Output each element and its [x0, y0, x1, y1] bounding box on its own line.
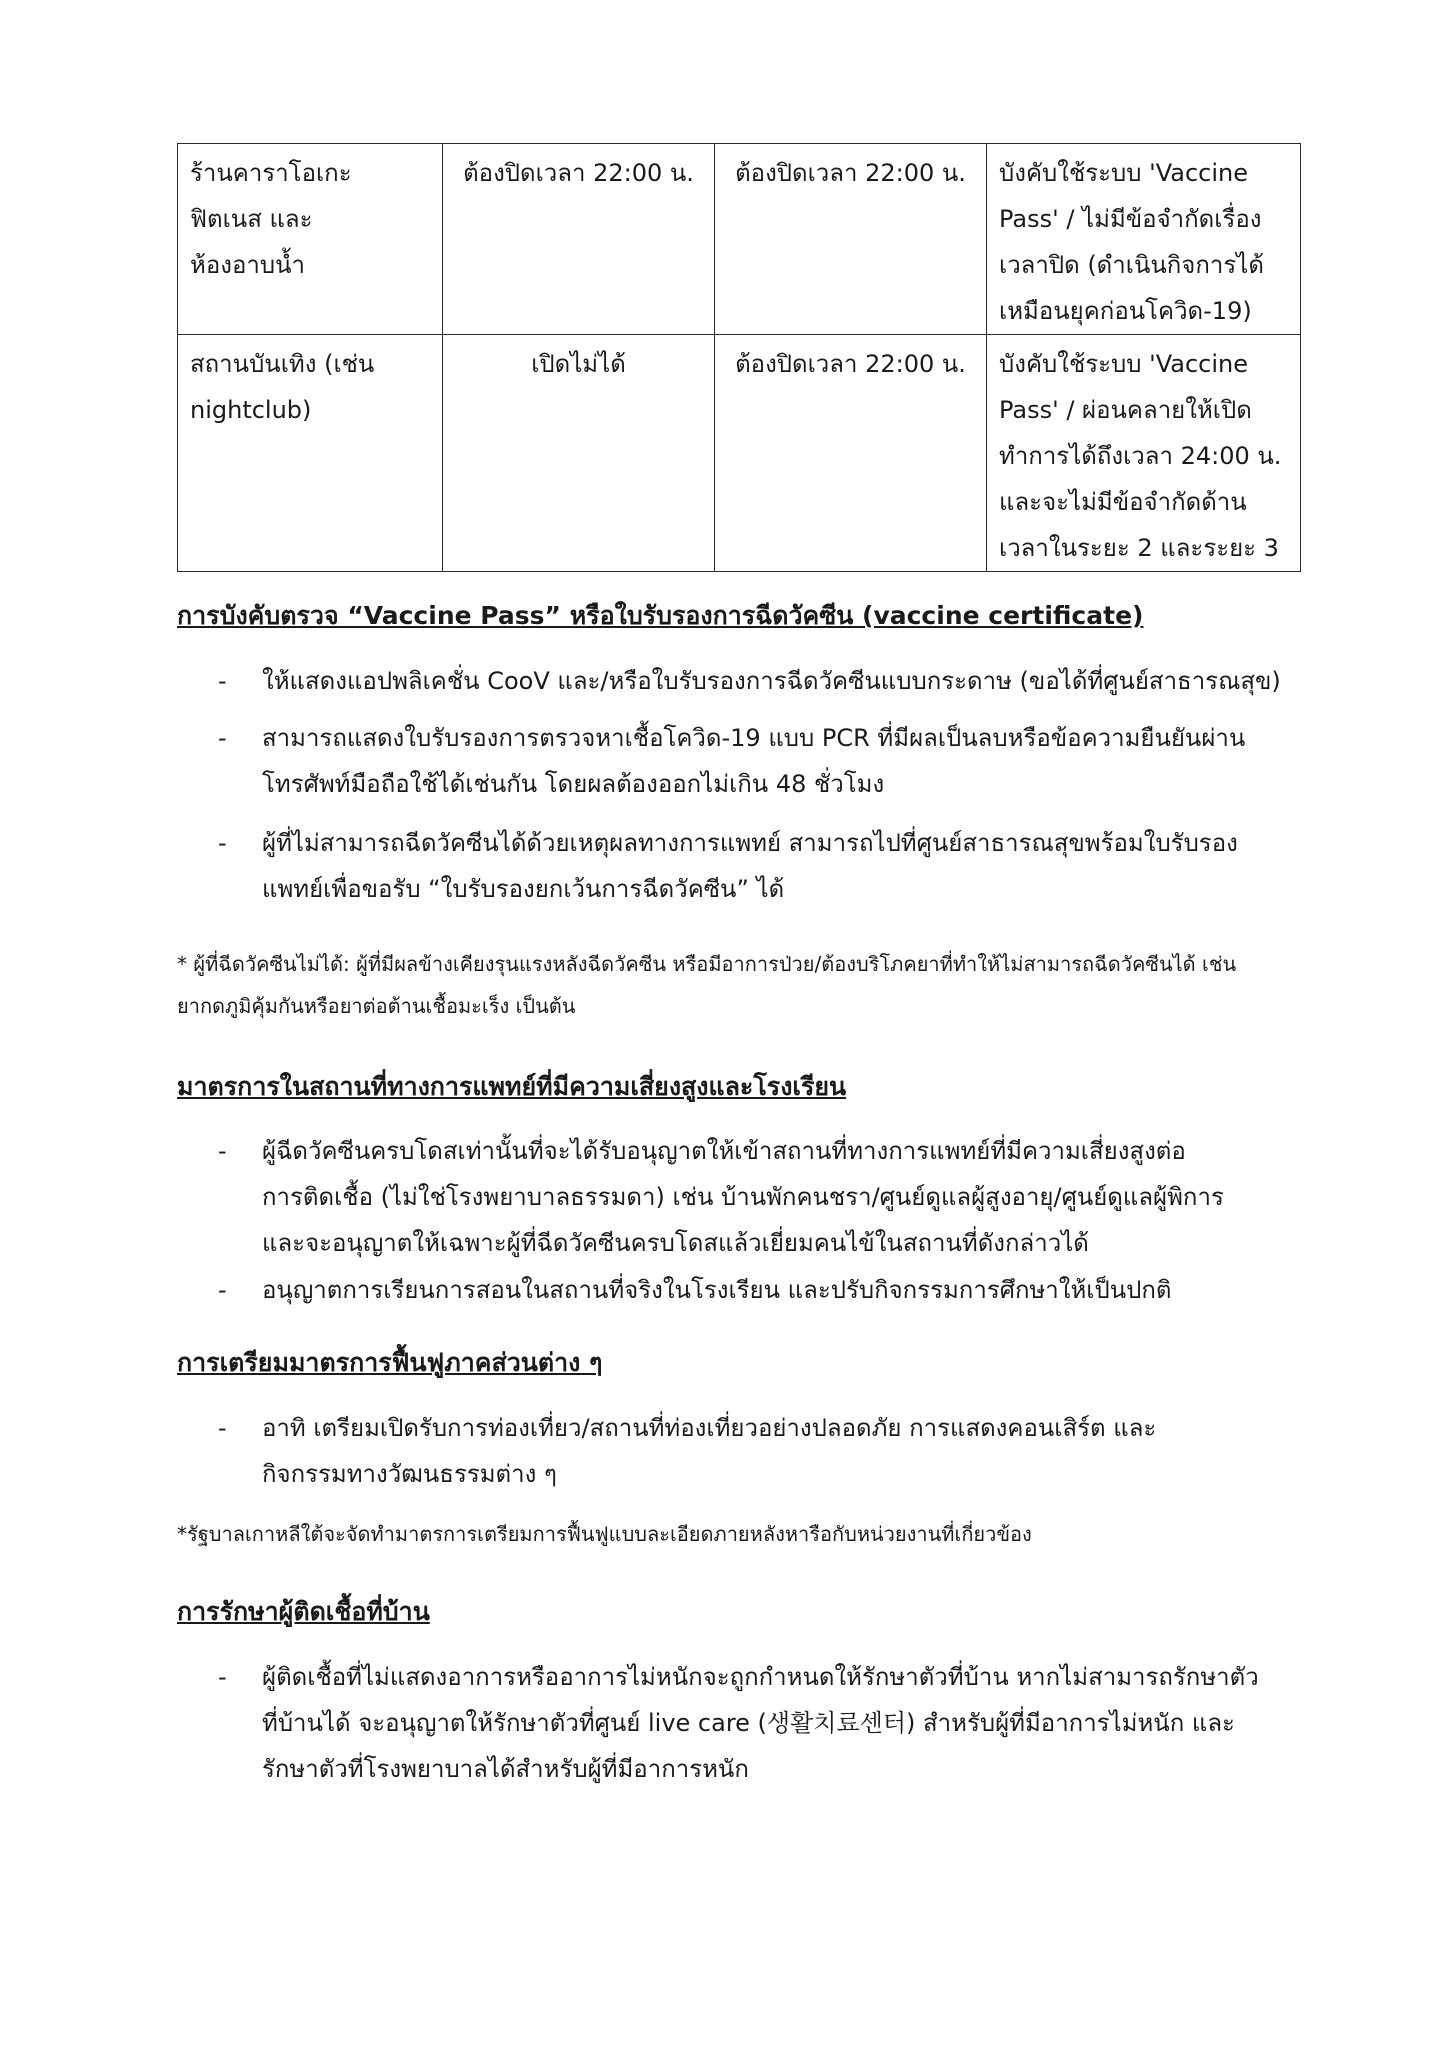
bullet-line: ให้แสดงแอปพลิเคชั่น CooV และ/หรือใบรับรองการฉีดวัคซีนแบบกระดาษ (ขอได้ที่ศูนย์สาธารณสุข) [262, 667, 1281, 695]
bullet-line: อนุญาตการเรียนการสอนในสถานที่จริงในโรงเรียน และปรับกิจกรรมการศึกษาให้เป็นปกติ [262, 1276, 1172, 1304]
bullet-dash: - [218, 1414, 227, 1442]
table-cell-phase1 [443, 335, 715, 572]
bullet-line: ผู้ที่ไม่สามารถฉีดวัคซีนได้ด้วยเหตุผลทางการแพทย์ สามารถไปที่ศูนย์สาธารณสุขพร้อมใบรับรอง [262, 829, 1238, 857]
regulation-table [177, 143, 1301, 572]
table-cell-phase3 [987, 335, 1301, 572]
cell-line: บังคับใช้ระบบ 'Vaccine [999, 350, 1249, 378]
bullet-line: โทรศัพท์มือถือใช้ได้เช่นกัน โดยผลต้องออกไม่เกิน 48 ชั่วโมง [262, 770, 885, 798]
table-row [178, 144, 1301, 335]
bullet-dash: - [218, 724, 227, 752]
table-cell-category [178, 335, 443, 572]
bullet-line: ผู้ฉีดวัคซีนครบโดสเท่านั้นที่จะได้รับอนุญาตให้เข้าสถานที่ทางการแพทย์ที่มีความเสี่ยงสูงต่อ [262, 1137, 1186, 1165]
cell-line: สถานบันเทิง (เช่น [190, 350, 375, 378]
table-cell-category [178, 144, 443, 335]
bullet-line: อาทิ เตรียมเปิดรับการท่องเที่ยว/สถานที่ท่องเที่ยวอย่างปลอดภัย การแสดงคอนเสิร์ต และ [262, 1414, 1157, 1442]
section-heading: การเตรียมมาตรการฟื้นฟูภาคส่วนต่าง ๆ [177, 1348, 603, 1377]
bullet-dash: - [218, 829, 227, 857]
table-cell-phase3 [987, 144, 1301, 335]
table-cell-phase2 [715, 144, 987, 335]
cell-line: และจะไม่มีข้อจำกัดด้าน [999, 488, 1247, 516]
section-heading: การบังคับตรวจ “Vaccine Pass” หรือใบรับรองการฉีดวัคซีน (vaccine certificate) [177, 601, 1144, 630]
table-cell-phase2 [715, 335, 987, 572]
section-heading: การรักษาผู้ติดเชื้อที่บ้าน [177, 1597, 430, 1626]
cell-line: ทำการได้ถึงเวลา 24:00 น. [999, 442, 1282, 470]
bullet-line: การติดเชื้อ (ไม่ใช่โรงพยาบาลธรรมดา) เช่น บ้านพักคนชรา/ศูนย์ดูแลผู้สูงอายุ/ศูนย์ดูแลผู้พิการ [262, 1183, 1224, 1211]
bullet-line: ผู้ติดเชื้อที่ไม่แสดงอาการหรืออาการไม่หนักจะถูกกำหนดให้รักษาตัวที่บ้าน หากไม่สามารถรักษาตัว [262, 1663, 1259, 1691]
cell-line: ห้องอาบน้ำ [190, 251, 305, 279]
bullet-dash: - [218, 1276, 227, 1304]
bullet-line: สามารถแสดงใบรับรองการตรวจหาเชื้อโควิด-19 แบบ PCR ที่มีผลเป็นลบหรือข้อความยืนยันผ่าน [262, 724, 1246, 752]
cell-line: ฟิตเนส และ [190, 205, 313, 233]
footnote [177, 943, 1236, 1027]
cell-line: Pass' / ผ่อนคลายให้เปิด [999, 396, 1252, 424]
cell-line: เหมือนยุคก่อนโควิด-19) [999, 297, 1252, 325]
bullet-dash: - [218, 1663, 227, 1691]
footnote-line: ยากดภูมิคุ้มกันหรือยาต่อต้านเชื้อมะเร็ง เป็นต้น [177, 994, 576, 1018]
cell-line: nightclub) [190, 396, 312, 424]
cell-line: เปิดไม่ได้ [531, 350, 626, 378]
bullet-line: แพทย์เพื่อขอรับ “ใบรับรองยกเว้นการฉีดวัคซีน” ได้ [262, 875, 785, 903]
cell-line: ต้องปิดเวลา 22:00 น. [463, 159, 694, 187]
cell-line: เวลาในระยะ 2 และระยะ 3 [999, 534, 1279, 562]
bullet-line: กิจกรรมทางวัฒนธรรมต่าง ๆ [262, 1460, 557, 1488]
cell-line: Pass' / ไม่มีข้อจำกัดเรื่อง [999, 205, 1262, 233]
footnote-line: *รัฐบาลเกาหลีใต้จะจัดทำมาตรการเตรียมการฟื้นฟูแบบละเอียดภายหลังหารือกับหน่วยงานที่เกี่ยวข้อง [177, 1522, 1032, 1546]
footnote-line: * ผู้ที่ฉีดวัคซีนไม่ได้: ผู้ที่มีผลข้างเคียงรุนแรงหลังฉีดวัคซีน หรือมีอาการป่วย/ต้องบริโภคยาที่ทำให้ไม่สามารถฉีดวัคซีนได้ เช่น [177, 952, 1237, 976]
bullet-line: และจะอนุญาตให้เฉพาะผู้ที่ฉีดวัคซีนครบโดสแล้วเยี่ยมคนไข้ในสถานที่ดังกล่าวได้ [262, 1229, 1089, 1257]
bullet-line: ที่บ้านได้ จะอนุญาตให้รักษาตัวที่ศูนย์ live care (생활치료센터) สำหรับผู้ที่มีอาการไม่หนัก และ [262, 1709, 1235, 1737]
cell-line: เวลาปิด (ดำเนินกิจการได้ [999, 251, 1264, 279]
cell-line: บังคับใช้ระบบ 'Vaccine [999, 159, 1249, 187]
section-heading: มาตรการในสถานที่ทางการแพทย์ที่มีความเสี่ยงสูงและโรงเรียน [177, 1072, 847, 1101]
bullet-dash: - [218, 1137, 227, 1165]
bullet-dash: - [218, 667, 227, 695]
cell-line: ร้านคาราโอเกะ [190, 159, 352, 187]
table-row [178, 335, 1301, 572]
cell-line: ต้องปิดเวลา 22:00 น. [735, 159, 966, 187]
cell-line: ต้องปิดเวลา 22:00 น. [735, 350, 966, 378]
bullet-line: รักษาตัวที่โรงพยาบาลได้สำหรับผู้ที่มีอาการหนัก [262, 1755, 749, 1783]
footnote [177, 1513, 1032, 1555]
table-cell-phase1 [443, 144, 715, 335]
